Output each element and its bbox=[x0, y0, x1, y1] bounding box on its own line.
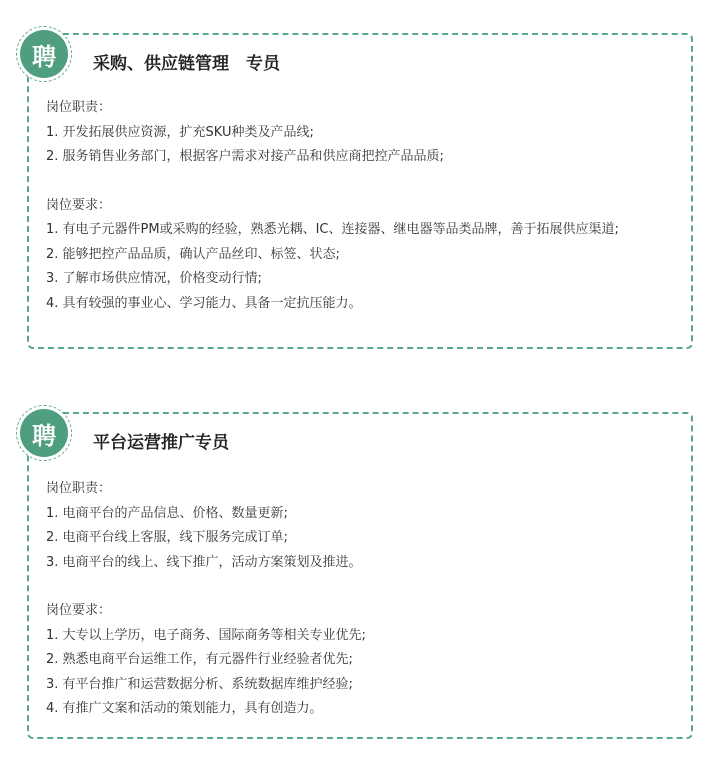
job-title: 采购、供应链管理 专员 bbox=[93, 54, 280, 74]
requirements-heading: 岗位要求： bbox=[46, 603, 112, 618]
job-card-platform-operations bbox=[27, 412, 693, 739]
duty-item: 1. 电商平台的产品信息、价格、数量更新; bbox=[46, 505, 288, 521]
job-content bbox=[46, 477, 366, 722]
duties-heading: 岗位职责： bbox=[46, 100, 112, 115]
requirement-item: 2. 能够把控产品品质，确认产品丝印、标签、状态; bbox=[46, 246, 340, 262]
requirement-item: 4. 有推广文案和活动的策划能力，具有创造力。 bbox=[46, 701, 323, 716]
duty-item: 3. 电商平台的线上、线下推广，活动方案策划及推进。 bbox=[46, 554, 362, 570]
job-title: 平台运营推广专员 bbox=[93, 433, 229, 453]
requirement-item: 3. 有平台推广和运营数据分析、系统数据库维护经验; bbox=[46, 676, 353, 692]
requirement-item: 4. 具有较强的事业心、学习能力、具备一定抗压能力。 bbox=[46, 295, 362, 311]
duties-heading: 岗位职责： bbox=[46, 481, 112, 496]
duty-item: 2. 服务销售业务部门，根据客户需求对接产品和供应商把控产品品质; bbox=[46, 149, 444, 164]
requirement-item: 3. 了解市场供应情况，价格变动行情; bbox=[46, 271, 262, 286]
duty-item: 1. 开发拓展供应资源，扩充SKU种类及产品线; bbox=[46, 124, 314, 140]
duty-item: 2. 电商平台线上客服，线下服务完成订单; bbox=[46, 530, 288, 545]
job-card-procurement bbox=[27, 33, 693, 349]
requirements-heading: 岗位要求： bbox=[46, 197, 112, 213]
recruit-badge-icon: 聘 bbox=[20, 30, 68, 78]
requirement-item: 2. 熟悉电商平台运维工作，有元器件行业经验者优先; bbox=[46, 652, 353, 667]
requirement-item: 1. 大专以上学历，电子商务、国际商务等相关专业优先; bbox=[46, 627, 366, 643]
job-content bbox=[46, 96, 619, 316]
recruit-badge-icon: 聘 bbox=[20, 409, 68, 457]
requirement-item: 1. 有电子元器件PM或采购的经验，熟悉光耦、IC、连接器、继电器等品类品牌，善于拓展供应渠道; bbox=[46, 222, 619, 237]
